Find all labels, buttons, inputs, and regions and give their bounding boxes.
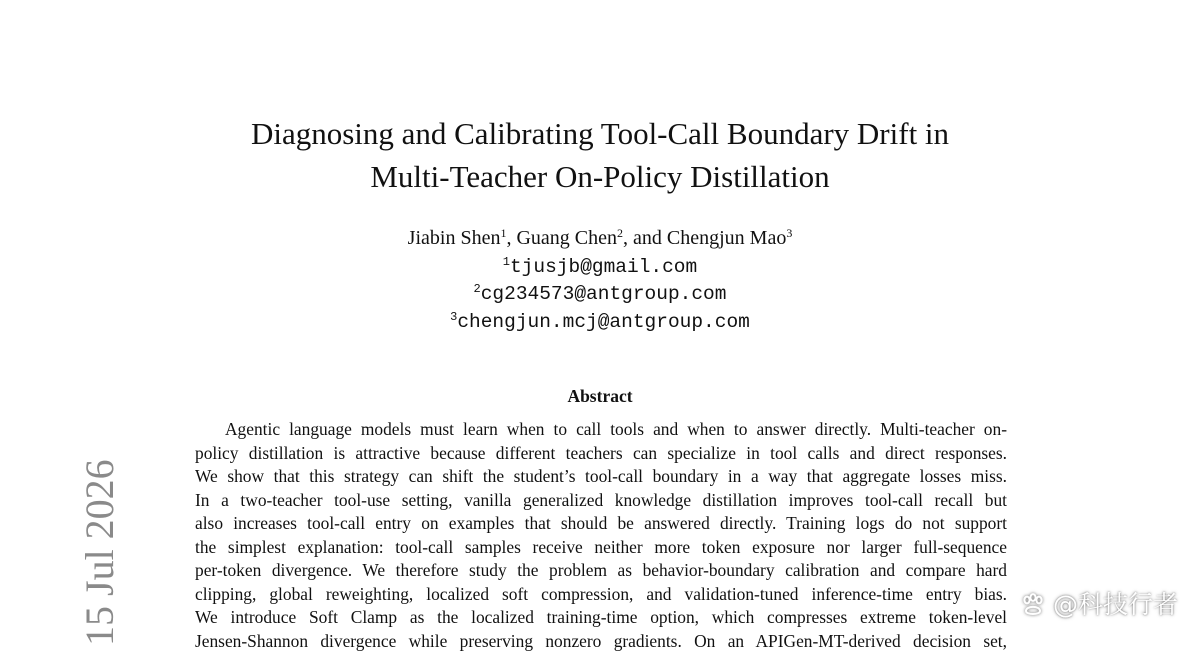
title-line-2: Multi-Teacher On-Policy Distillation bbox=[370, 159, 829, 194]
email-mark: 2 bbox=[474, 282, 481, 296]
author-name: Guang Chen bbox=[516, 227, 617, 249]
abstract-line: also increases tool-call entry on examples that should be answered directly. Training logs do not support bbox=[195, 512, 1007, 536]
author-email-2 bbox=[0, 281, 1200, 307]
abstract-line: clipping, global reweighting, localized soft compression, and validation-tuned inference-time entry bias. bbox=[195, 583, 1007, 607]
email-mark: 3 bbox=[450, 310, 457, 324]
arxiv-side-date: 15 Jul 2026 bbox=[80, 459, 120, 648]
abstract-heading: Abstract bbox=[0, 385, 1200, 407]
abstract-line: Jensen-Shannon divergence while preserving nonzero gradients. On an APIGen-MT-derived decision set, bbox=[195, 630, 1007, 653]
author-email-3 bbox=[0, 309, 1200, 335]
author-name: Jiabin Shen bbox=[408, 227, 501, 249]
abstract-line: Agentic language models must learn when to call tools and when to answer directly. Multi-teacher on- bbox=[195, 418, 1007, 442]
author-affiliation-mark: 3 bbox=[786, 226, 792, 240]
paper-title bbox=[0, 112, 1200, 198]
author-affiliation-mark: 2 bbox=[617, 226, 623, 240]
email-address: chengjun.mcj@antgroup.com bbox=[457, 311, 750, 333]
author-email-1 bbox=[0, 254, 1200, 280]
watermark-text: @科技行者 bbox=[1053, 588, 1178, 622]
abstract-line: the simplest explanation: tool-call samples receive neither more token exposure nor larger full-sequence bbox=[195, 536, 1007, 560]
author-separator: , and bbox=[623, 227, 667, 249]
paw-icon bbox=[1019, 591, 1047, 619]
email-address: tjusjb@gmail.com bbox=[510, 256, 697, 278]
abstract-line: We introduce Soft Clamp as the localized training-time option, which compresses extreme token-level bbox=[195, 606, 1007, 630]
abstract-line: We show that this strategy can shift the student’s tool-call boundary in a way that aggregate losses miss. bbox=[195, 465, 1007, 489]
abstract-body bbox=[195, 418, 1007, 653]
author-affiliation-mark: 1 bbox=[500, 226, 506, 240]
author-list bbox=[0, 225, 1200, 251]
title-line-1: Diagnosing and Calibrating Tool-Call Boundary Drift in bbox=[251, 116, 949, 151]
abstract-line: In a two-teacher tool-use setting, vanilla generalized knowledge distillation improves tool-call recall but bbox=[195, 489, 1007, 513]
email-address: cg234573@antgroup.com bbox=[481, 283, 727, 305]
watermark bbox=[1019, 588, 1178, 622]
abstract-line: per-token divergence. We therefore study the problem as behavior-boundary calibration and compare hard bbox=[195, 559, 1007, 583]
author-name: Chengjun Mao bbox=[667, 227, 786, 249]
email-mark: 1 bbox=[503, 255, 510, 269]
abstract-line: policy distillation is attractive because different teachers can specialize in tool calls and direct responses. bbox=[195, 442, 1007, 466]
author-separator: , bbox=[506, 227, 516, 249]
